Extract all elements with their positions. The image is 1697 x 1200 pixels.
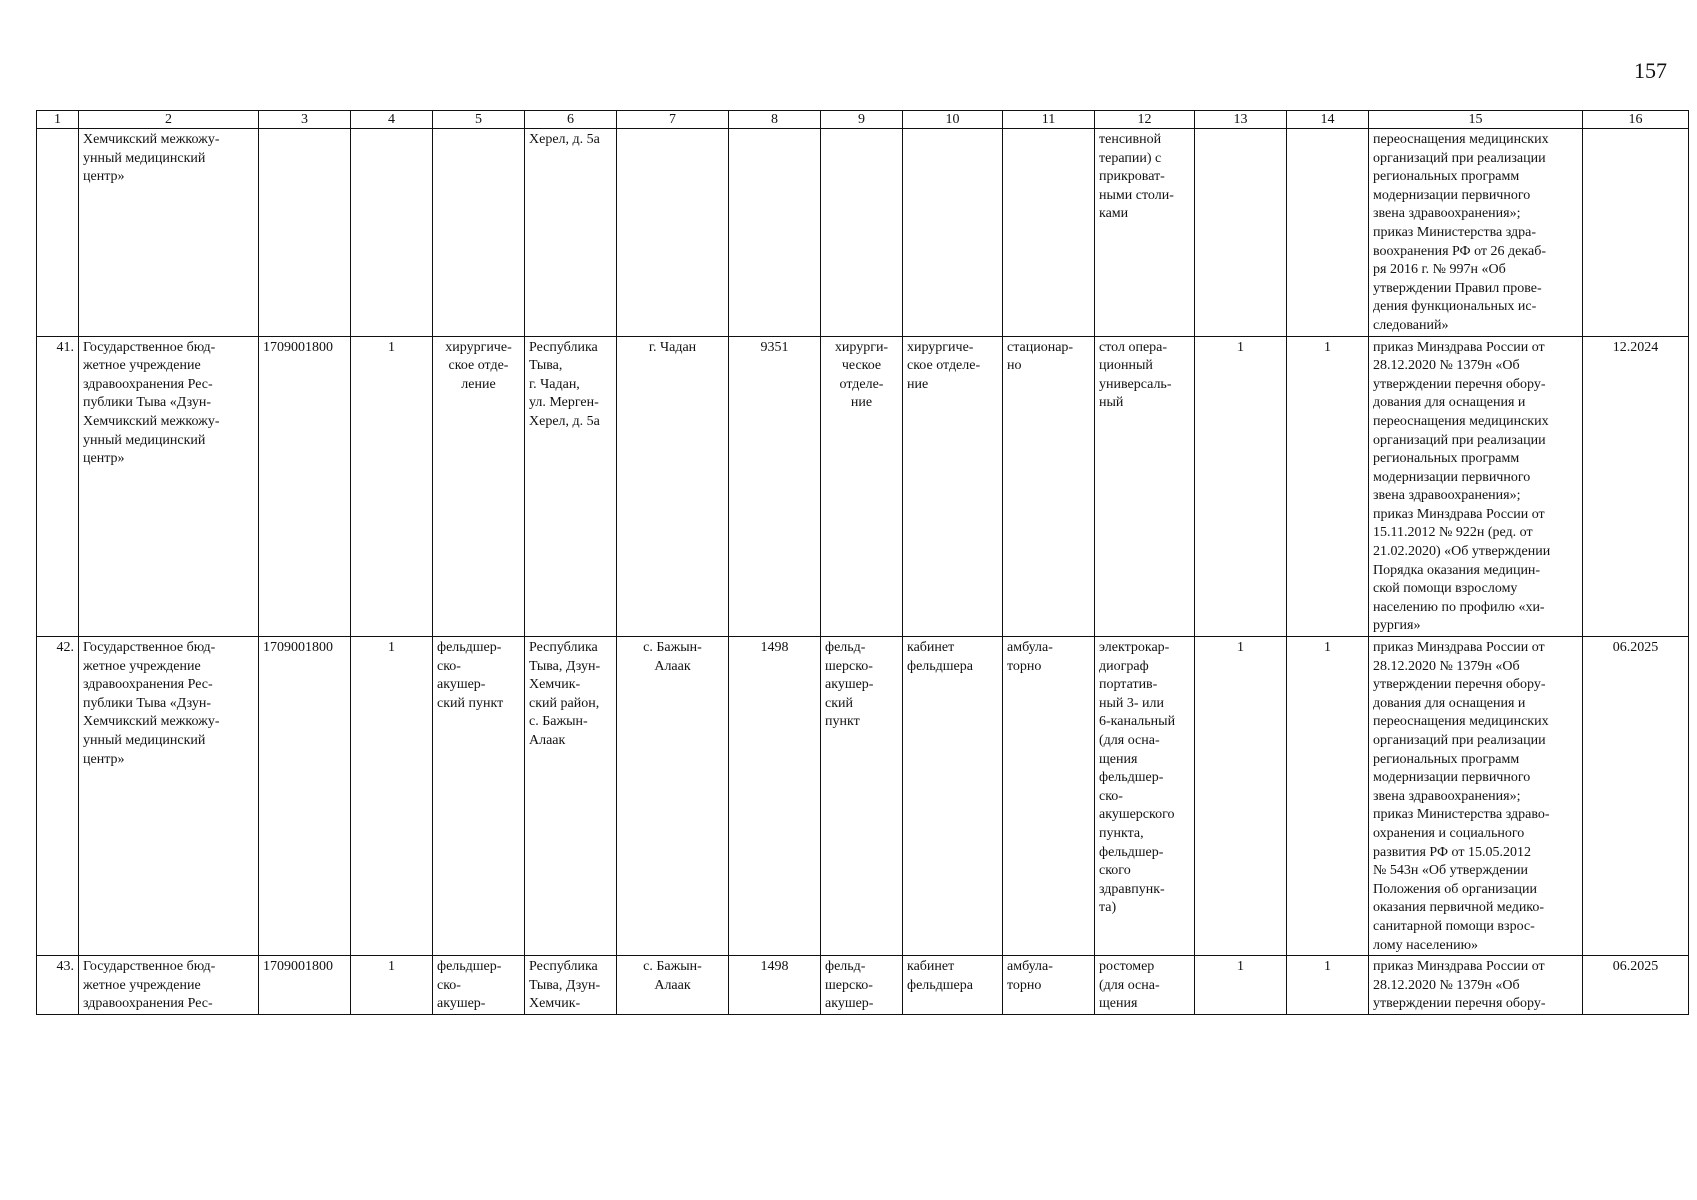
population: 1498 [729, 637, 821, 956]
units-count [351, 129, 433, 337]
legal-basis: переоснащения медицинских организаций при реализации региональных программ модернизации первичного звена здравоохранения»; приказ Министерства здра- воохранения РФ от 26 декаб- ря 2016 г. № 997н «Об утверждении Правил прове- дения функциональных ис- следований» [1369, 129, 1583, 337]
column-header: 15 [1369, 111, 1583, 129]
address: Республика Тыва, Дзун- Хемчик- ский район, с. Бажын- Алаак [525, 637, 617, 956]
structural-unit: хирургиче- ское отде- ление [433, 336, 525, 637]
settlement [617, 129, 729, 337]
room: кабинет фельдшера [903, 637, 1003, 956]
column-header: 6 [525, 111, 617, 129]
care-mode [1003, 129, 1095, 337]
row-number: 41. [37, 336, 79, 637]
organization-code: 1709001800 [259, 336, 351, 637]
equipment-name: стол опера- ционный универсаль- ный [1095, 336, 1195, 637]
population [729, 129, 821, 337]
row-number: 42. [37, 637, 79, 956]
column-header: 9 [821, 111, 903, 129]
department [821, 129, 903, 337]
quantity-col14 [1287, 129, 1369, 337]
table-row [37, 956, 1689, 1015]
department: фельд- шерско- акушер- [821, 956, 903, 1015]
column-header: 7 [617, 111, 729, 129]
equipment-name: тенсивной терапии) с прикроват- ными столи- ками [1095, 129, 1195, 337]
quantity-col14: 1 [1287, 637, 1369, 956]
column-header: 2 [79, 111, 259, 129]
due-date: 12.2024 [1583, 336, 1689, 637]
population: 1498 [729, 956, 821, 1015]
structural-unit: фельдшер- ско- акушер- [433, 956, 525, 1015]
organization-code [259, 129, 351, 337]
quantity-col13: 1 [1195, 637, 1287, 956]
column-header: 16 [1583, 111, 1689, 129]
quantity-col14: 1 [1287, 956, 1369, 1015]
equipment-name: электрокар- диограф портатив- ный 3- или 6-канальный (для осна- щения фельдшер- ско- акушерского пункта, фельдшер- ского здравпунк- та) [1095, 637, 1195, 956]
legal-basis: приказ Минздрава России от 28.12.2020 № 1379н «Об утверждении перечня обору- дования для оснащения и переоснащения медицинских организаций при реализации региональных программ модернизации первичного звена здравоохранения»; приказ Министерства здраво- охранения и социального развития РФ от 15.05.2012 № 543н «Об утверждении Положения об организации оказания первичной медико- санитарной помощи взрос- лому населению» [1369, 637, 1583, 956]
department: хирурги- ческое отделе- ние [821, 336, 903, 637]
table-row [37, 129, 1689, 337]
structural-unit [433, 129, 525, 337]
quantity-col13: 1 [1195, 956, 1287, 1015]
organization-code: 1709001800 [259, 956, 351, 1015]
row-number: 43. [37, 956, 79, 1015]
settlement: с. Бажын- Алаак [617, 956, 729, 1015]
structural-unit: фельдшер- ско- акушер- ский пункт [433, 637, 525, 956]
column-header: 14 [1287, 111, 1369, 129]
quantity-col13 [1195, 129, 1287, 337]
address: Республика Тыва, г. Чадан, ул. Мерген- Херел, д. 5а [525, 336, 617, 637]
equipment-table [36, 110, 1689, 1015]
population: 9351 [729, 336, 821, 637]
column-header: 3 [259, 111, 351, 129]
care-mode: амбула- торно [1003, 637, 1095, 956]
room: кабинет фельдшера [903, 956, 1003, 1015]
units-count: 1 [351, 637, 433, 956]
column-header: 8 [729, 111, 821, 129]
settlement: с. Бажын- Алаак [617, 637, 729, 956]
table-row [37, 336, 1689, 637]
care-mode: амбула- торно [1003, 956, 1095, 1015]
organization-name: Государственное бюд- жетное учреждение здравоохранения Рес- [79, 956, 259, 1015]
column-number-header [37, 111, 1689, 129]
due-date: 06.2025 [1583, 956, 1689, 1015]
room: хирургиче- ское отделе- ние [903, 336, 1003, 637]
address: Херел, д. 5а [525, 129, 617, 337]
quantity-col13: 1 [1195, 336, 1287, 637]
organization-name: Государственное бюд- жетное учреждение здравоохранения Рес- публики Тыва «Дзун- Хемчикский межкожу- унный медицинский центр» [79, 336, 259, 637]
units-count: 1 [351, 336, 433, 637]
settlement: г. Чадан [617, 336, 729, 637]
column-header: 10 [903, 111, 1003, 129]
care-mode: стационар- но [1003, 336, 1095, 637]
organization-name: Хемчикский межкожу- унный медицинский центр» [79, 129, 259, 337]
equipment-name: ростомер (для осна- щения [1095, 956, 1195, 1015]
address: Республика Тыва, Дзун- Хемчик- [525, 956, 617, 1015]
legal-basis: приказ Минздрава России от 28.12.2020 № 1379н «Об утверждении перечня обору- дования для оснащения и переоснащения медицинских организаций при реализации региональных программ модернизации первичного звена здравоохранения»; приказ Минздрава России от 15.11.2012 № 922н (ред. от 21.02.2020) «Об утверждении Порядка оказания медицин- ской помощи взрослому населению по профилю «хи- рургия» [1369, 336, 1583, 637]
column-header: 13 [1195, 111, 1287, 129]
table-row [37, 637, 1689, 956]
quantity-col14: 1 [1287, 336, 1369, 637]
column-header: 1 [37, 111, 79, 129]
department: фельд- шерско- акушер- ский пункт [821, 637, 903, 956]
column-header: 11 [1003, 111, 1095, 129]
organization-code: 1709001800 [259, 637, 351, 956]
page-number: 157 [1634, 58, 1667, 83]
row-number [37, 129, 79, 337]
organization-name: Государственное бюд- жетное учреждение здравоохранения Рес- публики Тыва «Дзун- Хемчикский межкожу- унный медицинский центр» [79, 637, 259, 956]
legal-basis: приказ Минздрава России от 28.12.2020 № 1379н «Об утверждении перечня обору- [1369, 956, 1583, 1015]
column-header: 4 [351, 111, 433, 129]
due-date [1583, 129, 1689, 337]
column-header: 5 [433, 111, 525, 129]
due-date: 06.2025 [1583, 637, 1689, 956]
room [903, 129, 1003, 337]
units-count: 1 [351, 956, 433, 1015]
column-header: 12 [1095, 111, 1195, 129]
